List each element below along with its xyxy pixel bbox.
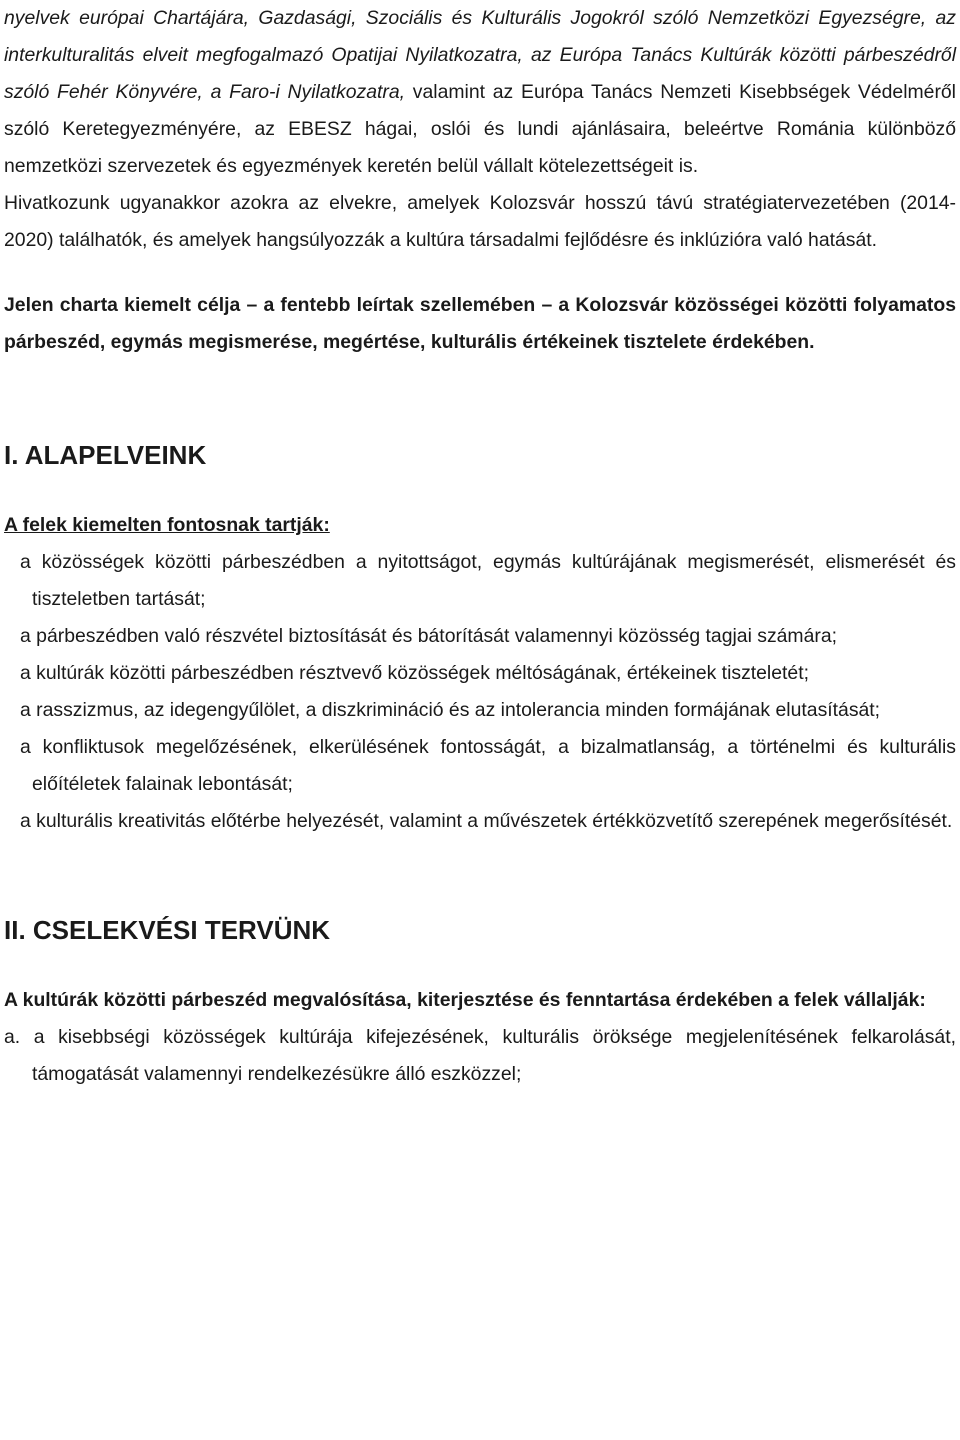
- action-plan-intro: A kultúrák közötti párbeszéd megvalósítása, kiterjesztése és fenntartása érdekében a felek vállalják:: [4, 989, 926, 1011]
- spacer: [4, 361, 956, 437]
- intro-paragraph: [4, 0, 956, 185]
- spacer: [4, 840, 956, 912]
- principles-subheading: A felek kiemelten fontosnak tartják:: [4, 514, 330, 536]
- list-item: a kultúrák közötti párbeszédben résztvevő közösségek méltóságának, értékeinek tiszteletét;: [20, 662, 809, 684]
- reference-paragraph: Hivatkozunk ugyanakkor azokra az elvekre, amelyek Kolozsvár hosszú távú stratégiatervezetében (2014-2020) találhatók, és amelyek hangsúlyozzák a kultúra társadalmi fejlődésre és inklúzióra való hatását.: [4, 192, 956, 251]
- section-heading-principles: I. ALAPELVEINK: [4, 440, 207, 470]
- principles-list: [4, 544, 956, 840]
- action-plan-list: [4, 1019, 956, 1093]
- spacer: [4, 473, 956, 507]
- list-item: a közösségek közötti párbeszédben a nyitottságot, egymás kultúrájának megismerését, elismerését és tiszteletben tartását;: [20, 551, 956, 610]
- list-item: a konfliktusok megelőzésének, elkerülésének fontosságát, a bizalmatlanság, a történelmi és kulturális előítéletek falainak lebontását;: [20, 736, 956, 795]
- intro-italic-text: nyelvek európai Chartájára, Gazdasági, Szociális és Kulturális Jogokról szóló Nemzetközi Egyezségre, az interkulturalitás elveit megfogalmazó Opatijai Nyilatkozatra, az Európa Tanács Kultúrák közötti párbeszédről szóló Fehér Könyvére, a Faro-i Nyilatkozatra,: [4, 7, 956, 103]
- aim-paragraph: Jelen charta kiemelt célja – a fentebb leírtak szellemében – a Kolozsvár közösségei közötti folyamatos párbeszéd, egymás megismerése, megértése, kulturális értékeinek tisztelete érdekében.: [4, 294, 956, 353]
- list-item: a rasszizmus, az idegengyűlölet, a diszkrimináció és az intolerancia minden formájának elutasítását;: [20, 699, 881, 721]
- list-item: a. a kisebbségi közösségek kultúrája kifejezésének, kulturális öröksége megjelenítésének felkarolását, támogatását valamennyi rendelkezésükre álló eszközzel;: [4, 1026, 956, 1085]
- spacer: [4, 259, 956, 287]
- spacer: [4, 948, 956, 982]
- list-item: a párbeszédben való részvétel biztosítását és bátorítását valamennyi közösség tagjai számára;: [20, 625, 838, 647]
- list-item: a kulturális kreativitás előtérbe helyezését, valamint a művészetek értékközvetítő szerepének megerősítését.: [20, 810, 953, 832]
- intro-normal-text: valamint az Európa Tanács Nemzeti Kisebbségek Védelméről szóló Keretegyezményére, az EBESZ hágai, oslói és lundi ajánlásaira, beleértve Románia különböző nemzetközi szervezetek és egyezmények keretén belül vállalt kötelezettségeit is.: [4, 81, 956, 177]
- section-heading-action-plan: II. CSELEKVÉSI TERVÜNK: [4, 915, 331, 945]
